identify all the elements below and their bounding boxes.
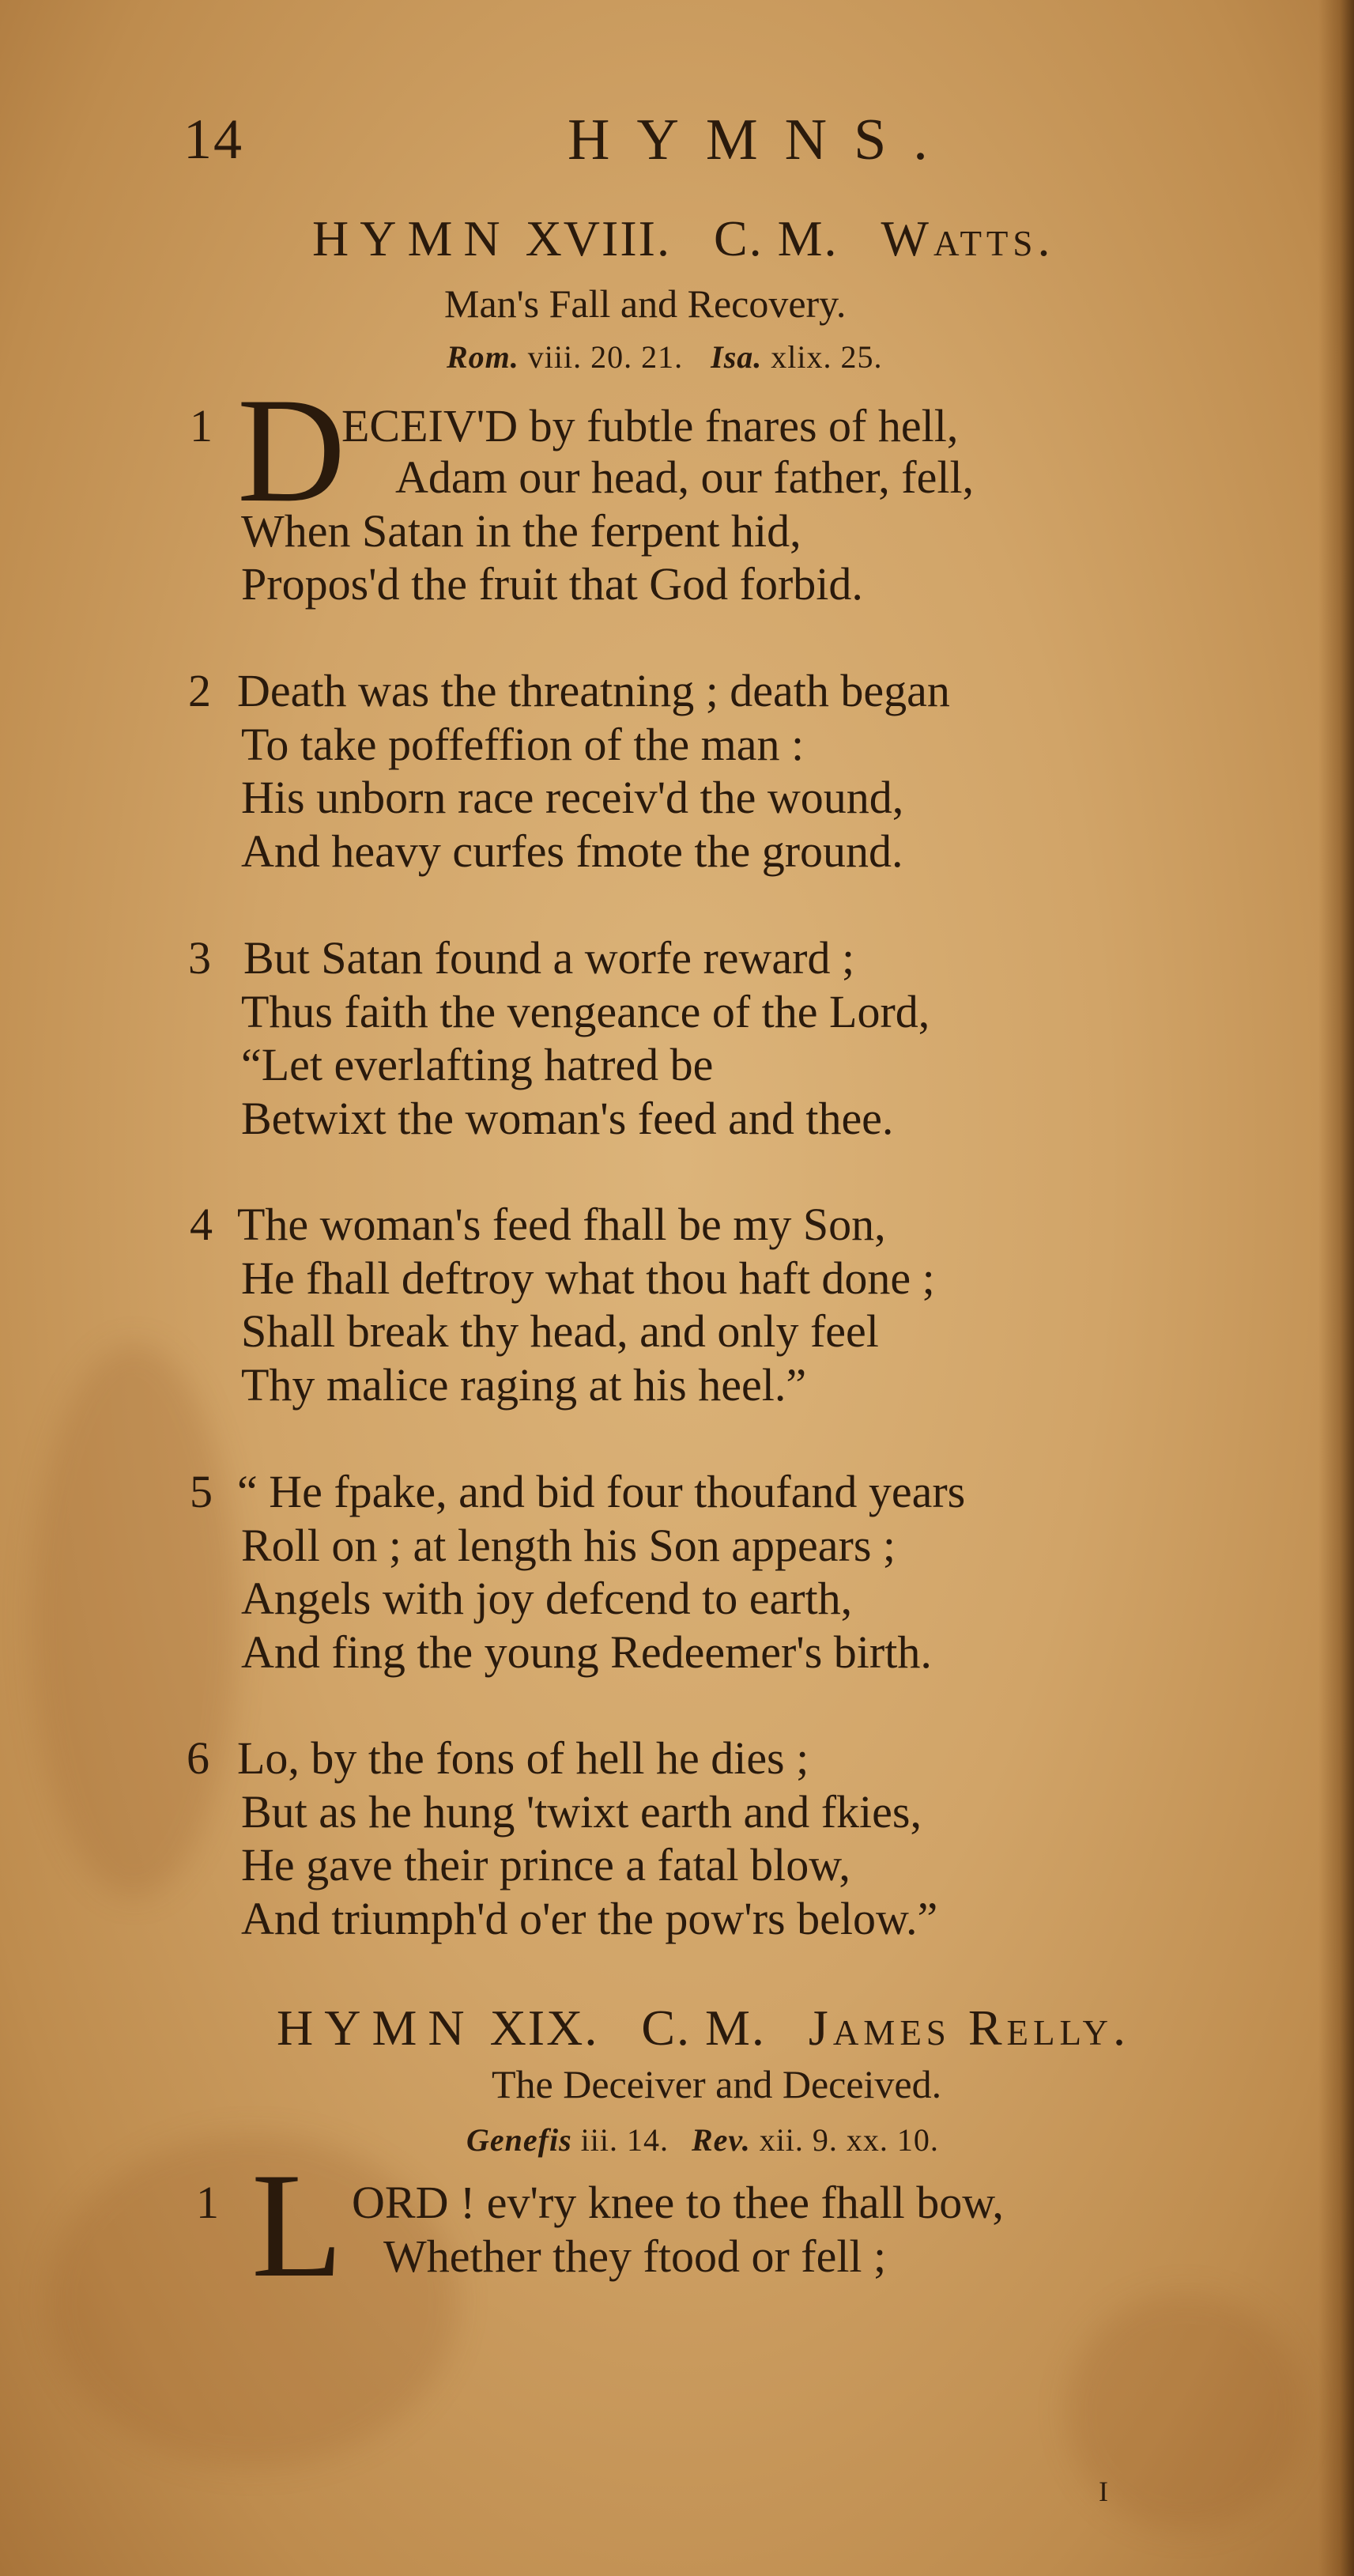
verse-number: 2	[188, 665, 211, 716]
hymn-number: XIX.	[489, 2000, 599, 2056]
scripture-book: Genefis	[466, 2122, 572, 2158]
verse-line: ECEIV'D by fubtle fnares of hell,	[341, 400, 959, 451]
page-end-mark: I	[1099, 2476, 1108, 2507]
verse-line: Propos'd the fruit that God forbid.	[241, 558, 863, 610]
hymn-meter: C. M.	[713, 210, 839, 266]
verse-number: 1	[190, 400, 213, 451]
verse-line: And heavy curfes fmote the ground.	[241, 825, 903, 877]
hymn-label: HYMN	[277, 2000, 476, 2056]
verse-line: Shall break thy head, and only feel	[241, 1305, 879, 1357]
hymn-heading	[312, 210, 1054, 268]
verse-line: And triumph'd o'er the pow'rs below.”	[241, 1893, 938, 1944]
verse-number: 4	[190, 1199, 213, 1250]
verse-line: To take poffeffion of the man :	[241, 719, 805, 770]
drop-cap: D	[237, 368, 346, 534]
verse-line: When Satan in the ferpent hid,	[241, 505, 801, 557]
scripture-verses: xii. 9. xx. 10.	[759, 2122, 939, 2158]
verse-line: He gave their prince a fatal blow,	[241, 1839, 850, 1890]
verse-line: “ He fpake, and bid four thoufand years	[237, 1466, 966, 1517]
drop-cap: L	[251, 2143, 344, 2309]
page-edge-shadow	[1318, 0, 1354, 2576]
verse-number: 5	[190, 1466, 213, 1517]
hymn-number: XVIII.	[525, 210, 671, 266]
page-number: 14	[183, 108, 243, 171]
verse-number: 1	[196, 2177, 219, 2228]
paper-stain	[32, 1344, 237, 1898]
verse-line: ORD ! ev'ry knee to thee fhall bow,	[352, 2177, 1004, 2228]
verse-line: He fhall deftroy what thou haft done ;	[241, 1252, 935, 1304]
hymn-meter: C. M.	[641, 2000, 766, 2056]
verse-line: Whether they ftood or fell ;	[383, 2230, 887, 2282]
hymn-subtitle: The Deceiver and Deceived.	[492, 2062, 942, 2106]
running-title: HYMNS.	[568, 108, 955, 172]
verse-line: Death was the threatning ; death began	[237, 665, 950, 716]
verse-line: Betwixt the woman's feed and thee.	[241, 1093, 894, 1144]
scripture-verses: xlix. 25.	[771, 339, 883, 375]
hymn-author: James Relly.	[808, 2000, 1130, 2056]
scripture-book: Isa.	[711, 339, 763, 375]
verse-number: 6	[187, 1732, 209, 1784]
verse-line: Roll on ; at length his Son appears ;	[241, 1520, 896, 1571]
hymn-label: HYMN	[312, 210, 511, 266]
hymn-subtitle: Man's Fall and Recovery.	[444, 281, 847, 326]
verse-line: Thy malice raging at his heel.”	[241, 1359, 807, 1411]
verse-line: Adam our head, our father, fell,	[395, 451, 975, 503]
verse-line: His unborn race receiv'd the wound,	[241, 772, 904, 823]
verse-line: Angels with joy defcend to earth,	[241, 1573, 853, 1624]
verse-line: But Satan found a worfe reward ;	[243, 932, 855, 984]
scripture-verses: viii. 20. 21.	[527, 339, 684, 375]
verse-line: But as he hung 'twixt earth and fkies,	[241, 1786, 922, 1838]
scripture-reference	[466, 2121, 939, 2159]
scripture-verses: iii. 14.	[580, 2122, 669, 2158]
verse-line: And fing the young Redeemer's birth.	[241, 1626, 932, 1678]
scripture-book: Rom.	[447, 339, 519, 375]
verse-line: “Let everlafting hatred be	[241, 1039, 714, 1090]
scripture-reference	[447, 338, 883, 376]
verse-number: 3	[188, 932, 211, 984]
verse-line: Lo, by the fons of hell he dies ;	[237, 1732, 809, 1784]
verse-line: Thus faith the vengeance of the Lord,	[241, 986, 930, 1037]
hymn-heading	[277, 1999, 1130, 2057]
verse-line: The woman's feed fhall be my Son,	[237, 1199, 886, 1250]
scripture-book: Rev.	[691, 2122, 751, 2158]
hymn-author: Watts.	[881, 210, 1055, 266]
